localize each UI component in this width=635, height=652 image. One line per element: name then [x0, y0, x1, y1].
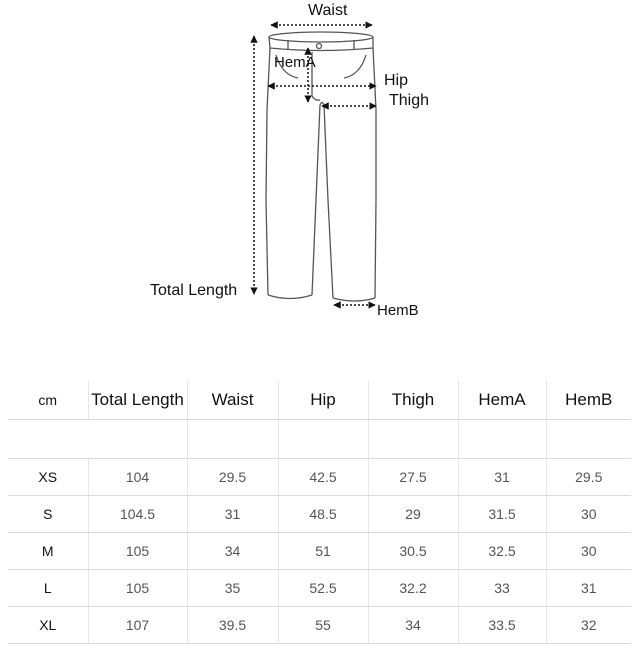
table-spacer-row — [8, 420, 631, 459]
table-row — [8, 570, 631, 607]
header-cm: cm — [8, 381, 88, 420]
waist-cell: 29.5 — [187, 459, 278, 496]
hema-cell: 31 — [458, 459, 546, 496]
waist-cell: 39.5 — [187, 607, 278, 644]
total-length-label: Total Length — [150, 282, 238, 299]
total-length-cell: 104.5 — [88, 496, 187, 533]
size-chart-table — [8, 381, 631, 644]
hip-cell: 48.5 — [278, 496, 368, 533]
size-cell: S — [8, 496, 88, 533]
table-row — [8, 459, 631, 496]
hemb-cell: 29.5 — [546, 459, 631, 496]
header-hema: HemA — [458, 381, 546, 420]
hema-cell: 33 — [458, 570, 546, 607]
size-cell: XL — [8, 607, 88, 644]
total-length-cell: 107 — [88, 607, 187, 644]
waist-cell: 34 — [187, 533, 278, 570]
hip-cell: 51 — [278, 533, 368, 570]
thigh-cell: 32.2 — [368, 570, 458, 607]
header-waist: Waist — [187, 381, 278, 420]
size-cell: M — [8, 533, 88, 570]
hema-label: HemA — [274, 54, 316, 71]
header-hip: Hip — [278, 381, 368, 420]
hema-cell: 32.5 — [458, 533, 546, 570]
table-row — [8, 533, 631, 570]
hemb-cell: 32 — [546, 607, 631, 644]
table-header-row — [8, 381, 631, 420]
hemb-cell: 30 — [546, 533, 631, 570]
size-cell: L — [8, 570, 88, 607]
thigh-cell: 30.5 — [368, 533, 458, 570]
hemb-cell: 31 — [546, 570, 631, 607]
thigh-cell: 34 — [368, 607, 458, 644]
thigh-cell: 29 — [368, 496, 458, 533]
waist-cell: 35 — [187, 570, 278, 607]
header-total-length: Total Length — [88, 381, 187, 420]
total-length-cell: 105 — [88, 570, 187, 607]
size-cell: XS — [8, 459, 88, 496]
total-length-cell: 105 — [88, 533, 187, 570]
waist-cell: 31 — [187, 496, 278, 533]
hema-cell: 31.5 — [458, 496, 546, 533]
hemb-label: HemB — [377, 302, 419, 319]
hip-cell: 55 — [278, 607, 368, 644]
table-row — [8, 496, 631, 533]
thigh-cell: 27.5 — [368, 459, 458, 496]
thigh-label: Thigh — [389, 92, 430, 109]
hemb-cell: 30 — [546, 496, 631, 533]
pants-outline — [266, 32, 376, 301]
waist-label: Waist — [308, 2, 348, 19]
header-hemb: HemB — [546, 381, 631, 420]
total-length-cell: 104 — [88, 459, 187, 496]
header-thigh: Thigh — [368, 381, 458, 420]
table-row — [8, 607, 631, 644]
hip-cell: 52.5 — [278, 570, 368, 607]
hip-cell: 42.5 — [278, 459, 368, 496]
hema-cell: 33.5 — [458, 607, 546, 644]
hip-label: Hip — [384, 72, 409, 89]
